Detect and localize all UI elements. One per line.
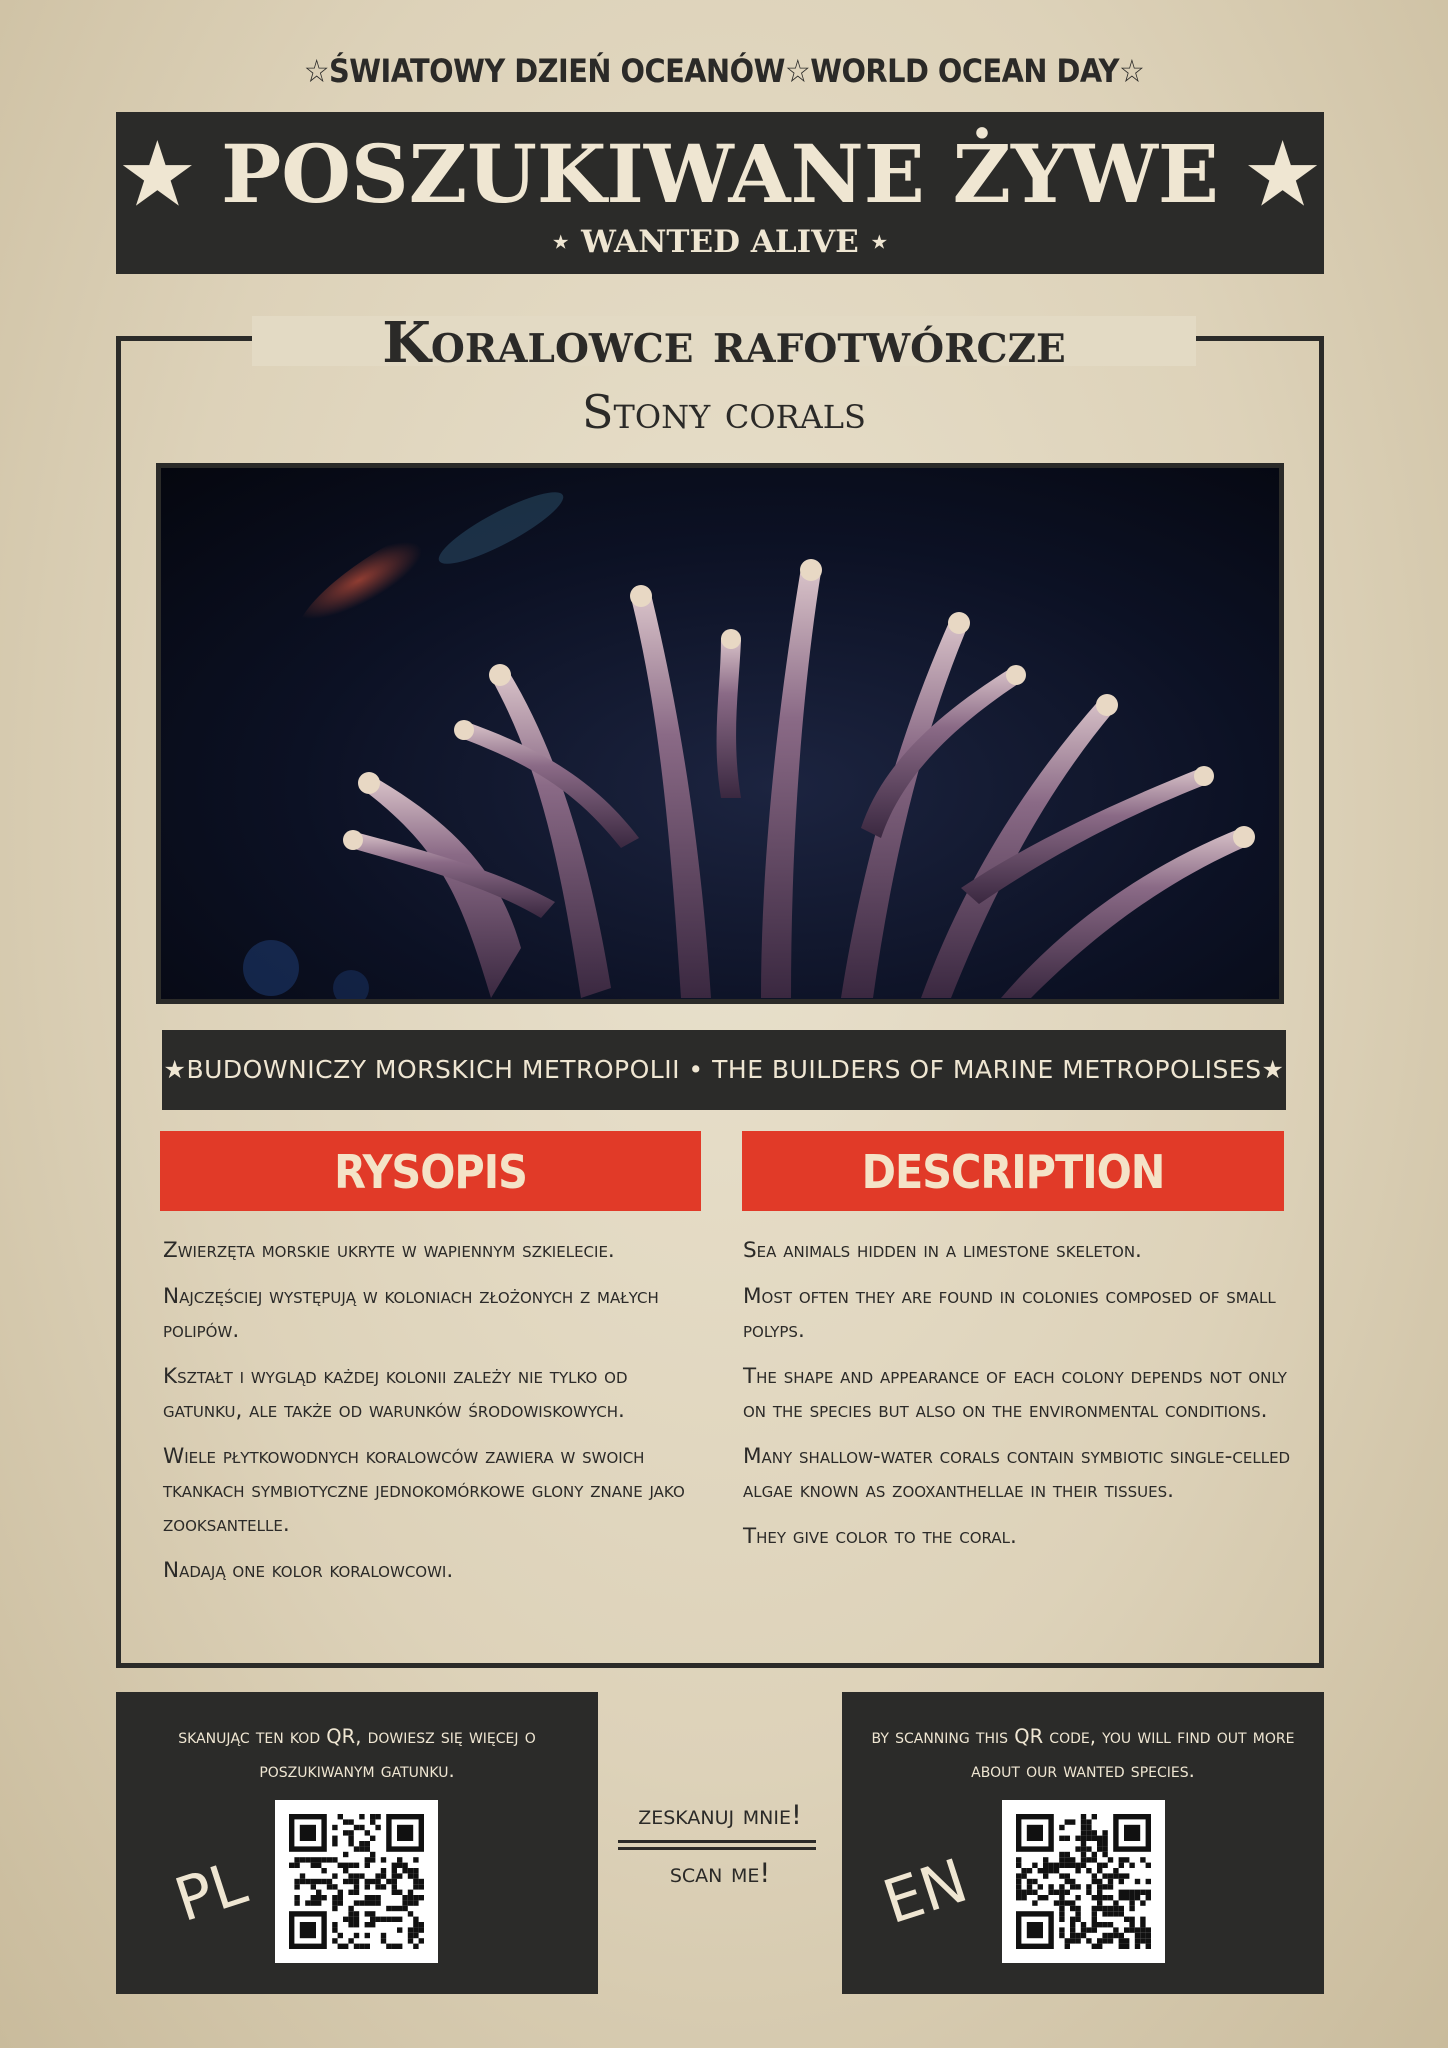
paragraph: Most often they are found in colonies composed of small polyps.	[743, 1284, 1276, 1343]
qr-panel-pl	[116, 1692, 598, 1994]
qr-code-pl[interactable]	[275, 1800, 438, 1963]
lang-label-en: EN	[875, 1845, 976, 1939]
banner-title: ★ POSZUKIWANE ŻYWE ★	[121, 127, 1319, 221]
coral-photo	[156, 463, 1284, 1004]
scan-me-pl: zeskanuj mnie!	[638, 1800, 802, 1831]
paragraph: Najczęściej występują w koloniach złożonych z małych polipów.	[163, 1284, 659, 1343]
paragraph: Kształt i wygląd każdej kolonii zależy nie tylko od gatunku, ale także od warunków środowiskowych.	[163, 1364, 628, 1423]
description-en	[743, 1234, 1291, 1566]
paragraph: They give color to the coral.	[743, 1524, 1017, 1549]
slogan-bar: ★BUDOWNICZY MORSKICH METROPOLII • THE BUILDERS OF MARINE METROPOLISES★	[162, 1030, 1286, 1110]
heading-rysopis: RYSOPIS	[160, 1131, 701, 1211]
paragraph: Many shallow-water corals contain symbiotic single-celled algae known as zooxanthellae in their tissues.	[743, 1444, 1291, 1503]
paragraph: Wiele płytkowodnych koralowców zawiera w swoich tkankach symbiotyczne jednokomórkowe glony znane jako zooksantelle.	[163, 1444, 685, 1537]
qr-code-en[interactable]	[1002, 1800, 1165, 1963]
paragraph: The shape and appearance of each colony depends not only on the species but also on the environmental conditions.	[743, 1364, 1287, 1423]
lang-label-pl: PL	[166, 1847, 255, 1937]
coral-branches	[351, 568, 1247, 998]
species-name-en: Stony corals	[582, 385, 866, 439]
paragraph: Nadają one kolor koralowcowi.	[163, 1558, 454, 1583]
scan-divider	[618, 1840, 816, 1850]
qr-code-icon	[1002, 1800, 1165, 1963]
event-title: ☆ŚWIATOWY DZIEŃ OCEANÓW☆WORLD OCEAN DAY☆	[303, 52, 1145, 90]
scan-me-en: scan me!	[669, 1858, 771, 1889]
qr-panel-en	[842, 1692, 1324, 1994]
qr-text-en: by scanning this QR code, you will find out more about our wanted species.	[871, 1725, 1295, 1782]
heading-description: DESCRIPTION	[742, 1131, 1284, 1211]
coral-illustration	[161, 468, 1279, 999]
qr-text-pl: skanując ten kod QR, dowiesz się więcej o poszukiwanym gatunku.	[178, 1725, 536, 1782]
banner-subtitle: ⋆ WANTED ALIVE ⋆	[550, 224, 890, 260]
description-pl	[163, 1234, 711, 1600]
wanted-banner	[116, 112, 1324, 274]
qr-code-icon	[275, 1800, 438, 1963]
paragraph: Sea animals hidden in a limestone skeleton.	[743, 1238, 1142, 1263]
paragraph: Zwierzęta morskie ukryte w wapiennym szkielecie.	[163, 1238, 615, 1263]
species-name-pl: Koralowce rafotwórcze	[382, 310, 1066, 376]
